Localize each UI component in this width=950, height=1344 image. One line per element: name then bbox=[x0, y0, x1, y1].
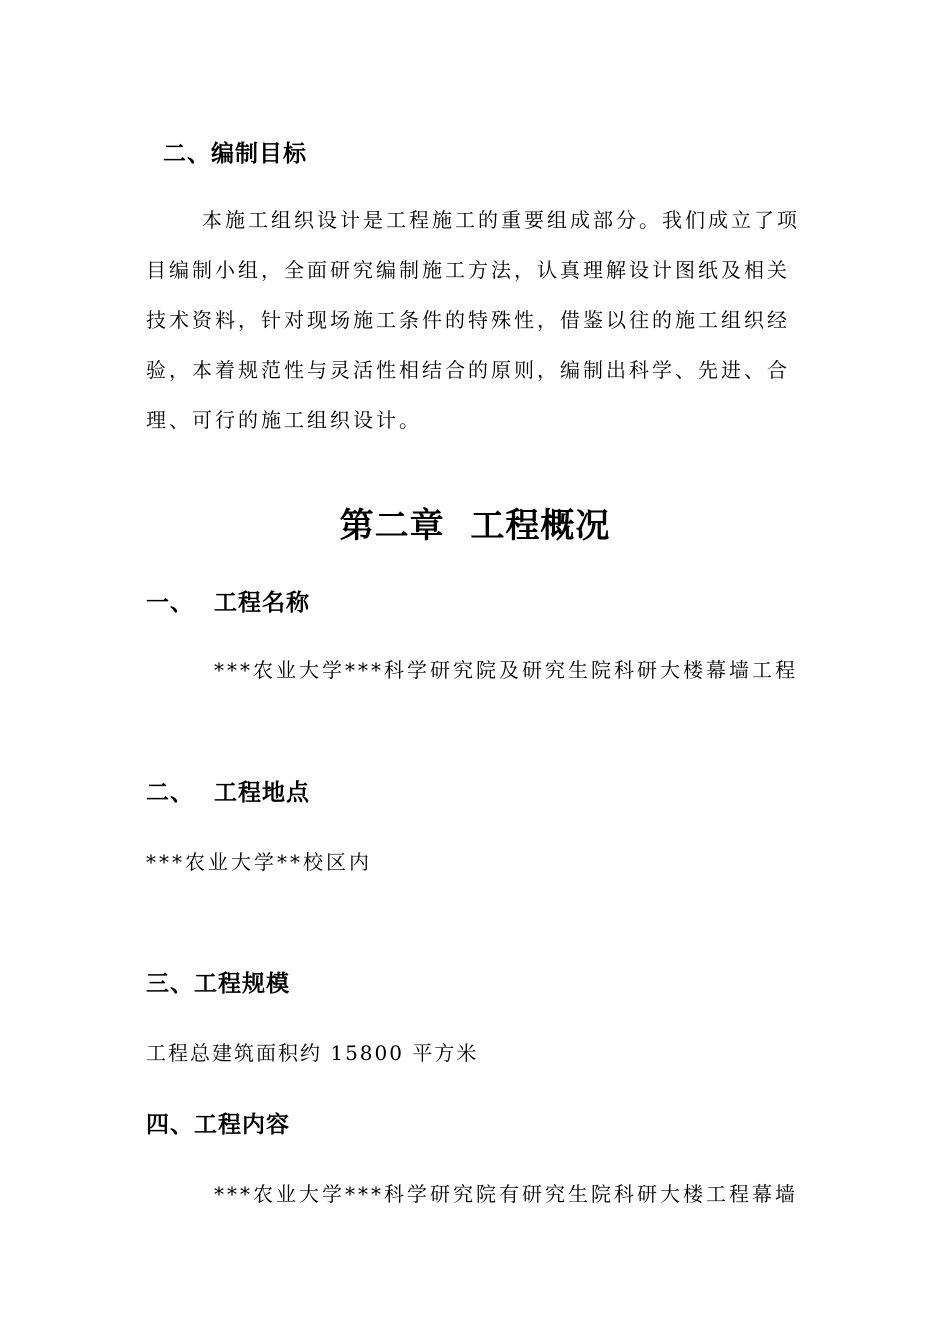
project-location-text: ***农业大学**校区内 bbox=[146, 850, 372, 874]
section-title: 工程地点 bbox=[214, 780, 310, 806]
section-heading-project-content: 四、工程内容 bbox=[146, 1112, 290, 1138]
section-heading-goal: 二、编制目标 bbox=[163, 141, 307, 167]
section-number: 二、 bbox=[146, 780, 194, 806]
paragraph-line: 本施工组织设计是工程施工的重要组成部分。我们成立了项 bbox=[202, 208, 800, 232]
paragraph-line: 技术资料，针对现场施工条件的特殊性，借鉴以往的施工组织经 bbox=[146, 308, 790, 332]
project-name-text: ***农业大学***科学研究院及研究生院科研大楼幕墙工程 bbox=[214, 658, 798, 682]
goal-paragraph bbox=[146, 203, 836, 453]
chapter-title: 第二章 工程概况 bbox=[339, 506, 611, 546]
paragraph-line: 验，本着规范性与灵活性相结合的原则，编制出科学、先进、合 bbox=[146, 358, 790, 382]
paragraph-line: 理、可行的施工组织设计。 bbox=[146, 408, 422, 432]
project-scale-text: 工程总建筑面积约 15800 平方米 bbox=[146, 1041, 479, 1065]
paragraph-line: 目编制小组，全面研究编制施工方法，认真理解设计图纸及相关 bbox=[146, 258, 790, 282]
section-number: 一、 bbox=[146, 590, 194, 616]
section-heading-project-name bbox=[146, 584, 310, 617]
section-heading-project-location bbox=[146, 774, 310, 807]
project-content-text: ***农业大学***科学研究院有研究生院科研大楼工程幕墙 bbox=[214, 1182, 798, 1206]
section-heading-project-scale: 三、工程规模 bbox=[146, 971, 290, 997]
section-title: 工程名称 bbox=[214, 590, 310, 616]
